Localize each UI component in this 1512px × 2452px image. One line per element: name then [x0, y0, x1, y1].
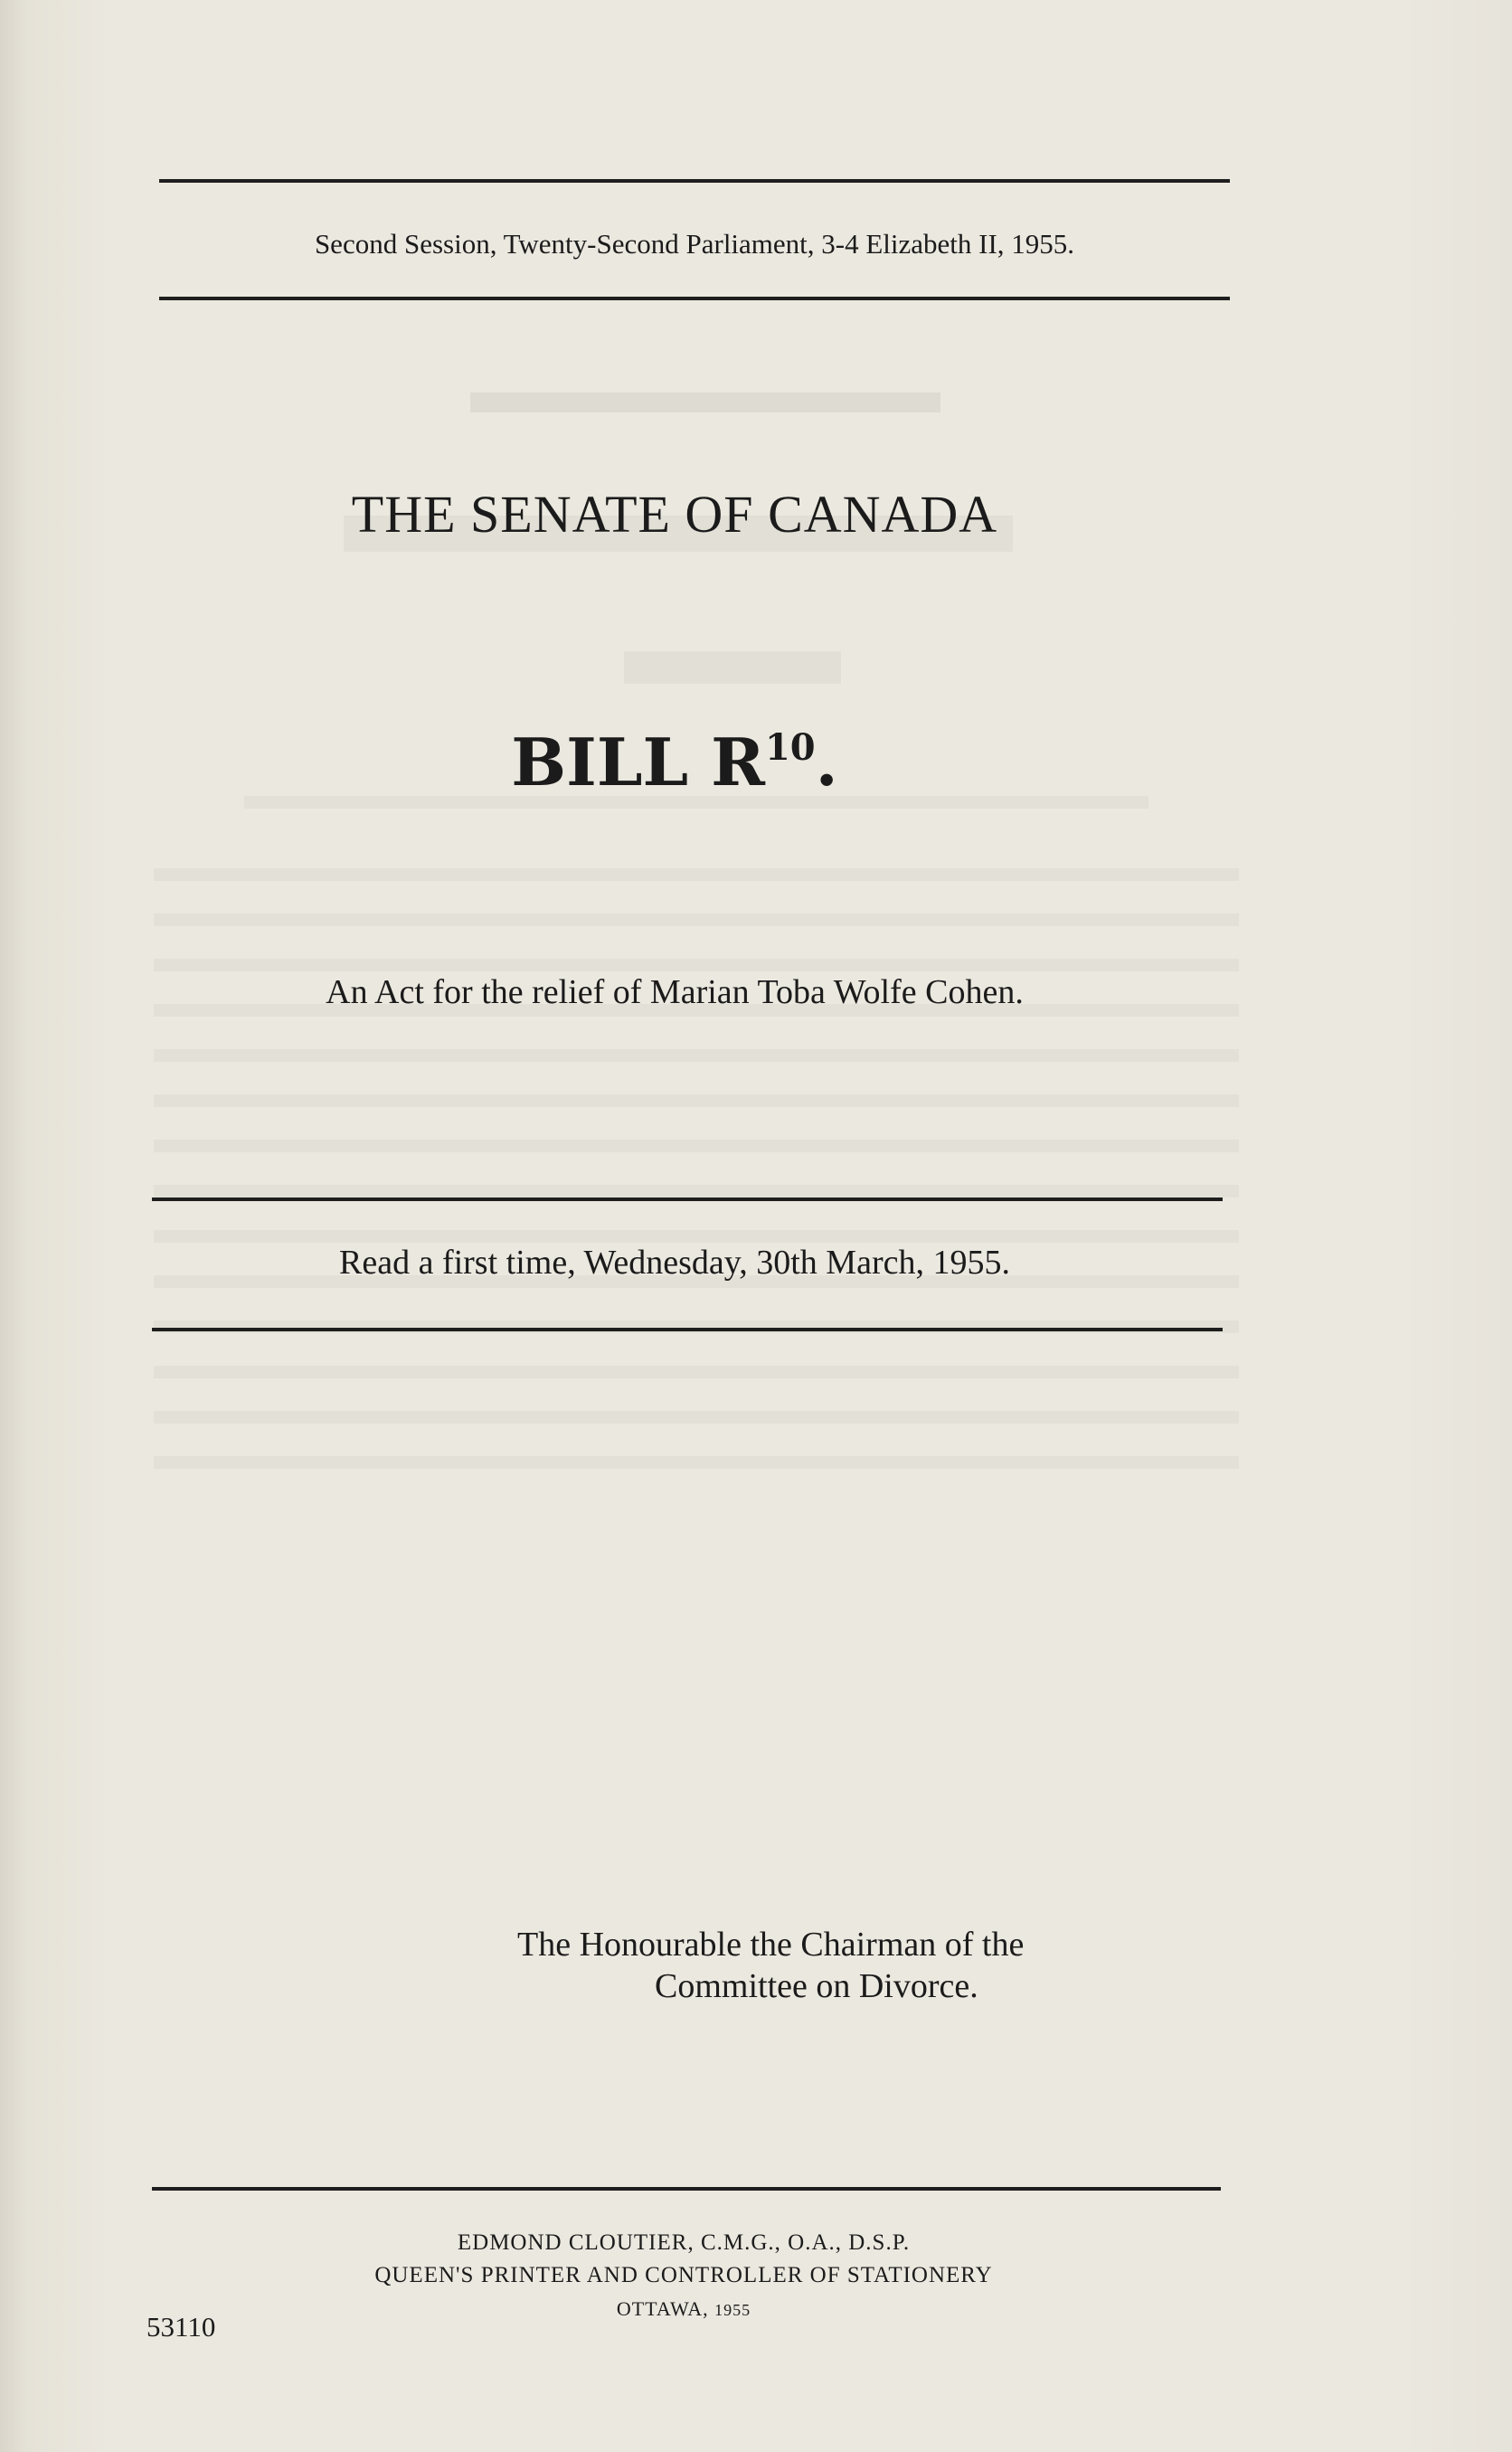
- printer-city: OTTAWA,: [616, 2297, 709, 2320]
- reading-top-rule: [152, 1198, 1223, 1201]
- sponsor-line-1: The Honourable the Chairman of the: [517, 1926, 1025, 1964]
- printer-year: 1955: [714, 2301, 751, 2319]
- bill-label: BILL R: [511, 724, 765, 800]
- bill-number: 10: [764, 726, 816, 769]
- top-rule: [159, 179, 1230, 183]
- header-bottom-rule: [159, 297, 1230, 300]
- footer-rule: [152, 2187, 1221, 2191]
- document-number: 53110: [146, 2311, 216, 2343]
- reading-bottom-rule: [152, 1328, 1223, 1331]
- bill-suffix: .: [815, 724, 838, 800]
- first-reading-text: Read a first time, Wednesday, 30th March, 1955.: [339, 1244, 1010, 1282]
- session-header: Second Session, Twenty-Second Parliament, 3-4 Elizabeth II, 1955.: [314, 228, 1075, 260]
- printer-name: EDMOND CLOUTIER, C.M.G., O.A., D.S.P.: [457, 2230, 911, 2255]
- bill-title: [0, 724, 1431, 800]
- printer-role: QUEEN'S PRINTER AND CONTROLLER OF STATIONERY: [374, 2263, 993, 2287]
- sponsor-block: [517, 1924, 1024, 2007]
- act-title: An Act for the relief of Marian Toba Wolfe Cohen.: [326, 973, 1024, 1011]
- show-through-ghost: [154, 380, 1239, 1556]
- printer-city-line: [159, 2297, 1208, 2321]
- senate-title: THE SENATE OF CANADA: [351, 485, 998, 544]
- sponsor-line-2: Committee on Divorce.: [655, 1967, 978, 2005]
